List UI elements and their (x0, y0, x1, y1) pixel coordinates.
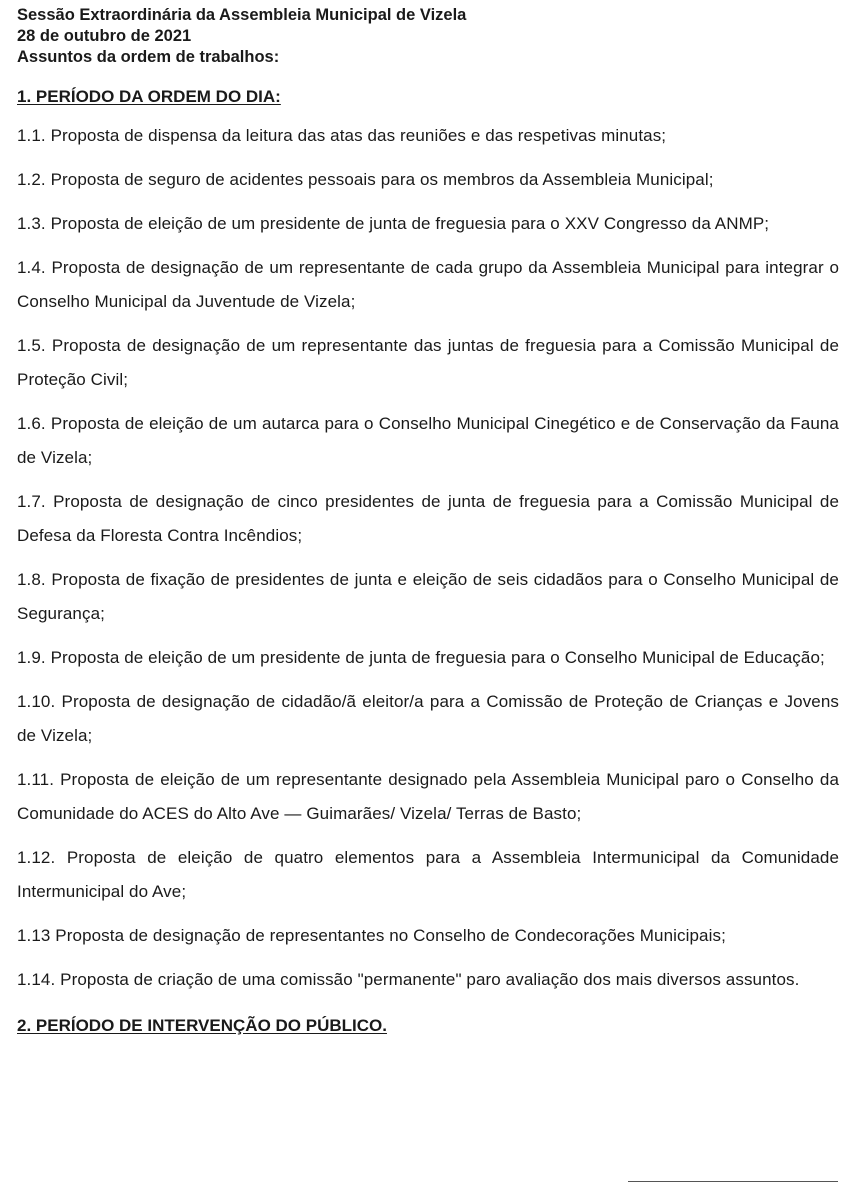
agenda-item: 1.9. Proposta de eleição de um presidente de junta de freguesia para o Conselho Municipal de Educação; (17, 648, 825, 667)
section-heading: 1. PERÍODO DA ORDEM DO DIA: (17, 87, 281, 106)
bottom-divider (628, 1181, 838, 1182)
agenda-item: 1.14. Proposta de criação de uma comissão "permanente" paro avaliação dos mais diversos assuntos. (17, 970, 800, 989)
agenda-item: 1.10. Proposta de designação de cidadão/ã eleitor/a para a Comissão de Proteção de Crianças e Jovens de Vizela; (17, 692, 839, 745)
section-order-of-day (17, 86, 839, 997)
section-public-intervention (17, 1015, 839, 1037)
agenda-item: 1.7. Proposta de designação de cinco presidentes de junta de freguesia para a Comissão Municipal de Defesa da Floresta Contra Incêndios; (17, 492, 839, 545)
document-header (17, 5, 839, 68)
agenda-item: 1.3. Proposta de eleição de um presidente de junta de freguesia para o XXV Congresso da ANMP; (17, 214, 770, 233)
agenda-item: 1.13 Proposta de designação de representantes no Conselho de Condecorações Municipais; (17, 926, 726, 945)
agenda-item: 1.12. Proposta de eleição de quatro elementos para a Assembleia Intermunicipal da Comunidade Intermunicipal do Ave; (17, 848, 839, 901)
session-date: 28 de outubro de 2021 (17, 27, 192, 45)
agenda-item: 1.6. Proposta de eleição de um autarca para o Conselho Municipal Cinegético e de Conservação da Fauna de Vizela; (17, 414, 839, 467)
agenda-item: 1.11. Proposta de eleição de um representante designado pela Assembleia Municipal paro o Conselho da Comunidade do ACES do Alto Ave — Guimarães/ Vizela/ Terras de Basto; (17, 770, 839, 823)
agenda-item: 1.4. Proposta de designação de um representante de cada grupo da Assembleia Municipal para integrar o Conselho Municipal da Juventude de Vizela; (17, 258, 839, 311)
agenda-item: 1.8. Proposta de fixação de presidentes de junta e eleição de seis cidadãos para o Conselho Municipal de Segurança; (17, 570, 839, 623)
document-page (17, 5, 839, 1037)
session-title: Sessão Extraordinária da Assembleia Municipal de Vizela (17, 6, 467, 24)
agenda-item: 1.5. Proposta de designação de um representante das juntas de freguesia para a Comissão Municipal de Proteção Civil; (17, 336, 839, 389)
agenda-item: 1.2. Proposta de seguro de acidentes pessoais para os membros da Assembleia Municipal; (17, 170, 714, 189)
agenda-item-list (17, 119, 839, 997)
section-heading: 2. PERÍODO DE INTERVENÇÃO DO PÚBLICO. (17, 1016, 387, 1035)
agenda-subtitle: Assuntos da ordem de trabalhos: (17, 48, 280, 66)
agenda-item: 1.1. Proposta de dispensa da leitura das atas das reuniões e das respetivas minutas; (17, 126, 667, 145)
